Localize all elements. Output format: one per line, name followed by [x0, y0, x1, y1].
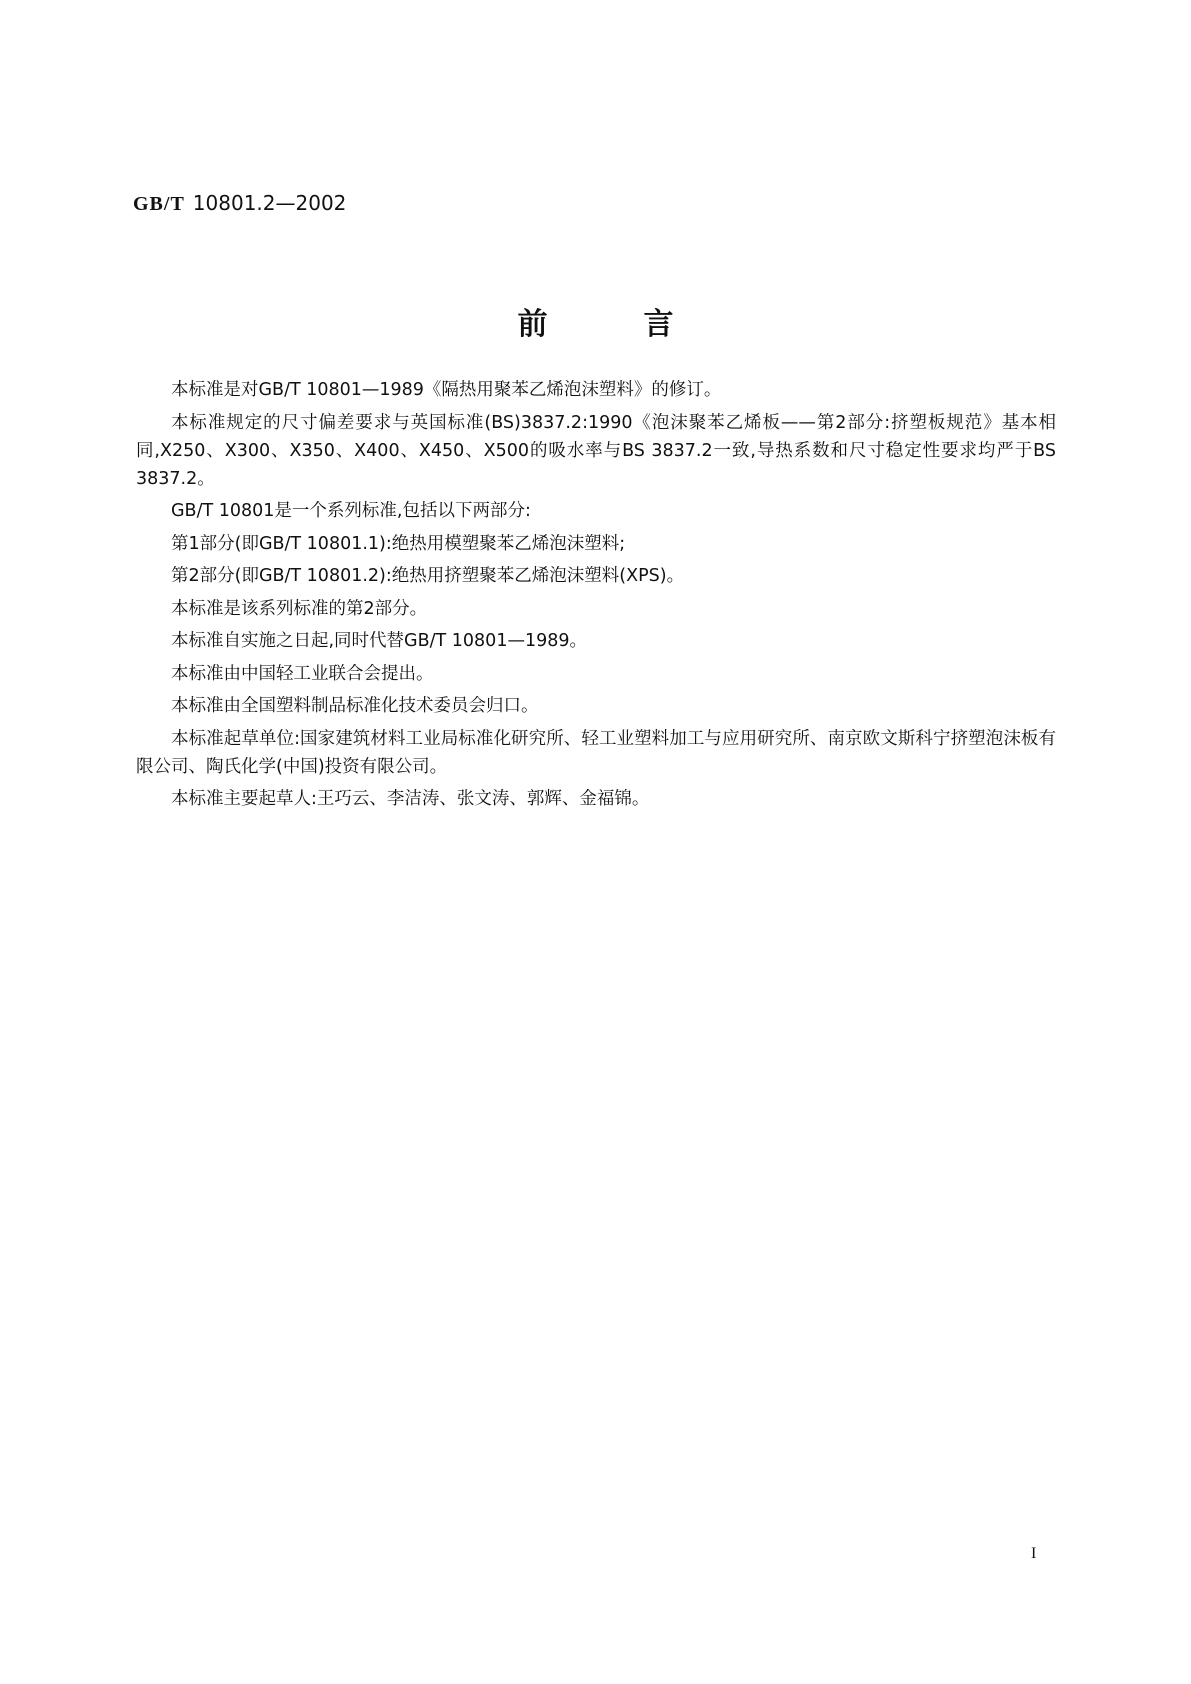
foreword-paragraph: 本标准自实施之日起,同时代替GB/T 10801—1989。 [171, 631, 587, 651]
foreword-paragraph: 本标准由中国轻工业联合会提出。 [171, 663, 434, 684]
foreword-paragraph: 第2部分(即GB/T 10801.2):绝热用挤塑聚苯乙烯泡沫塑料(XPS)。 [171, 566, 685, 586]
standard-code [133, 190, 346, 217]
foreword-paragraph: 本标准是对GB/T 10801—1989《隔热用聚苯乙烯泡沫塑料》的修订。 [171, 380, 722, 400]
foreword-paragraph: GB/T 10801是一个系列标准,包括以下两部分: [171, 501, 531, 521]
foreword-body [136, 376, 1056, 818]
foreword-paragraph: 第1部分(即GB/T 10801.1):绝热用模塑聚苯乙烯泡沫塑料; [171, 533, 626, 554]
foreword-paragraph: 本标准由全国塑料制品标准化技术委员会归口。 [171, 696, 539, 716]
foreword-paragraph: 本标准起草单位:国家建筑材料工业局标准化研究所、轻工业塑料加工与应用研究所、南京欧文斯科宁挤塑泡沫板有限公司、陶氏化学(中国)投资有限公司。 [136, 728, 1056, 777]
standard-prefix: GB/T [133, 193, 185, 215]
foreword-paragraph: 本标准是该系列标准的第2部分。 [171, 598, 428, 619]
foreword-paragraph: 本标准规定的尺寸偏差要求与英国标准(BS)3837.2:1990《泡沫聚苯乙烯板——第2部分:挤塑板规范》基本相同,X250、X300、X350、X400、X450、X500的吸水率与BS 3837.2一致,导热系数和尺寸稳定性要求均严于BS 3837.2。 [136, 412, 1056, 489]
standard-number: 10801.2—2002 [192, 191, 347, 215]
page-title: 前言 [517, 307, 770, 342]
foreword-paragraph: 本标准主要起草人:王巧云、李洁涛、张文涛、郭辉、金福锦。 [171, 789, 650, 809]
page-number: I [1031, 1545, 1037, 1562]
